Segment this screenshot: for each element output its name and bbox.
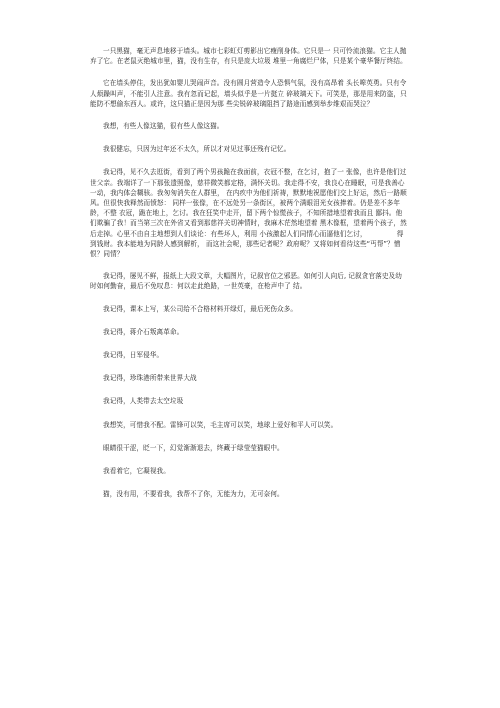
paragraph: 我记得，珍珠港所带来世界大战 — [103, 374, 197, 383]
paragraph: 它在墙头停住，发出犹如婴儿哭闹声音。没有圆月营造令人恐惧气氛，没有高昂着 头长嗥英勇。只有令人烦躁叫声，不能引人注意。我有忽而记起，墙头似乎是一片挺立 碎玻璃天下。可笑是，那是用来防盗，只能防不想偷东西人。或许，这只猫正是因为那 些尖锐碎玻璃阻挡了路途而感到举步维艰而哭泣？ — [90, 79, 407, 108]
paragraph: 我想笑，可惜我不配。雷锋可以笑，毛主席可以笑，地球上爱好和平人可以笑。 — [103, 420, 338, 429]
paragraph: 我很健忘，只因为过年还不太久，所以才对见过事还残有记忆。 — [103, 145, 291, 154]
paragraph: 一只黑猫，毫无声息地移于墙头。城市七彩虹灯剪影出它瘦削身体。它只是一 只可怜流浪猫。它主人抛弃了它。在老鼠灭绝城市里，猫，没有生存，有只是庞大垃圾 堆里一角腐烂尸体，只是某个豪华餐厅终结。 — [90, 47, 407, 66]
paragraph: 猫，没有用，不要看我，我帮不了你，无能为力，无可奈何。 — [103, 490, 284, 499]
paragraph: 我看着它，它凝视我。 — [103, 467, 170, 476]
paragraph: 我记得，课本上写，某公司给不合格材料开绿灯，最后死伤众多。 — [103, 304, 298, 313]
paragraph: 我记得，人类带去太空垃圾 — [103, 397, 184, 406]
paragraph: 眼睛很干涩，眨一下，幻觉渐渐退去，终藏于绿莹莹猫眼中。 — [103, 443, 284, 452]
article-body — [90, 46, 408, 512]
paragraph: 我记得，蒋介石叛离革命。 — [103, 327, 184, 336]
paragraph: 我记得，见不久去逛街，看到了两个男孩跪在我面前，衣冠不整，在乞讨，抱了一 张像，也许是他们过世父亲。我端详了一下那张遗照像，慈祥微笑都定格，满怀关切。我走得不安，我良心在睡眠，可是我善心一动，我内体会糊骇。我匆匆消失在人群里， 在内疚中为他们祈祷，默默地祝愿他们交上好运，然后一路顺风。但很快我释然而愤怒： 同样一张像，在不远处另一条街区，被两个满眼泪光女孩捧着。仍是差不多年龄，不整 衣冠，跪在地上，乞讨。我在狂笑中走开，留下两个惊慌孩子，不知所措地望着我而且 鄙抖。他们欺骗了我！而当第三次在外省又看到那慈祥关切神情时，我麻木茫然地望着 黑木像框，望着两个孩子，然后走掉。心里不由自主地想到人们谈论：有些坏人，利用 小孩激起人们同情心而逼他们乞讨， 得到钱财。我本能地为同龄人感到解析， 而这社会呢，那些记者呢？政府呢？又将如何看待这些“丐帮”？憎恨？同情？ — [90, 168, 407, 259]
paragraph: 我想，有些人像这猫，很有些人像这猫。 — [103, 122, 224, 131]
paragraph: 我记得，屡见不鲜，报纸上大段文章，大幅图片，记叙官位之邪恶。如何引人向后, 记叙贪官落史及幼时如何勤奋，最后不免叹息：何以走此绝路，一世英豪，在枪声中了 结。 — [90, 272, 402, 291]
paragraph: 我记得，日军侵华。 — [103, 351, 164, 360]
